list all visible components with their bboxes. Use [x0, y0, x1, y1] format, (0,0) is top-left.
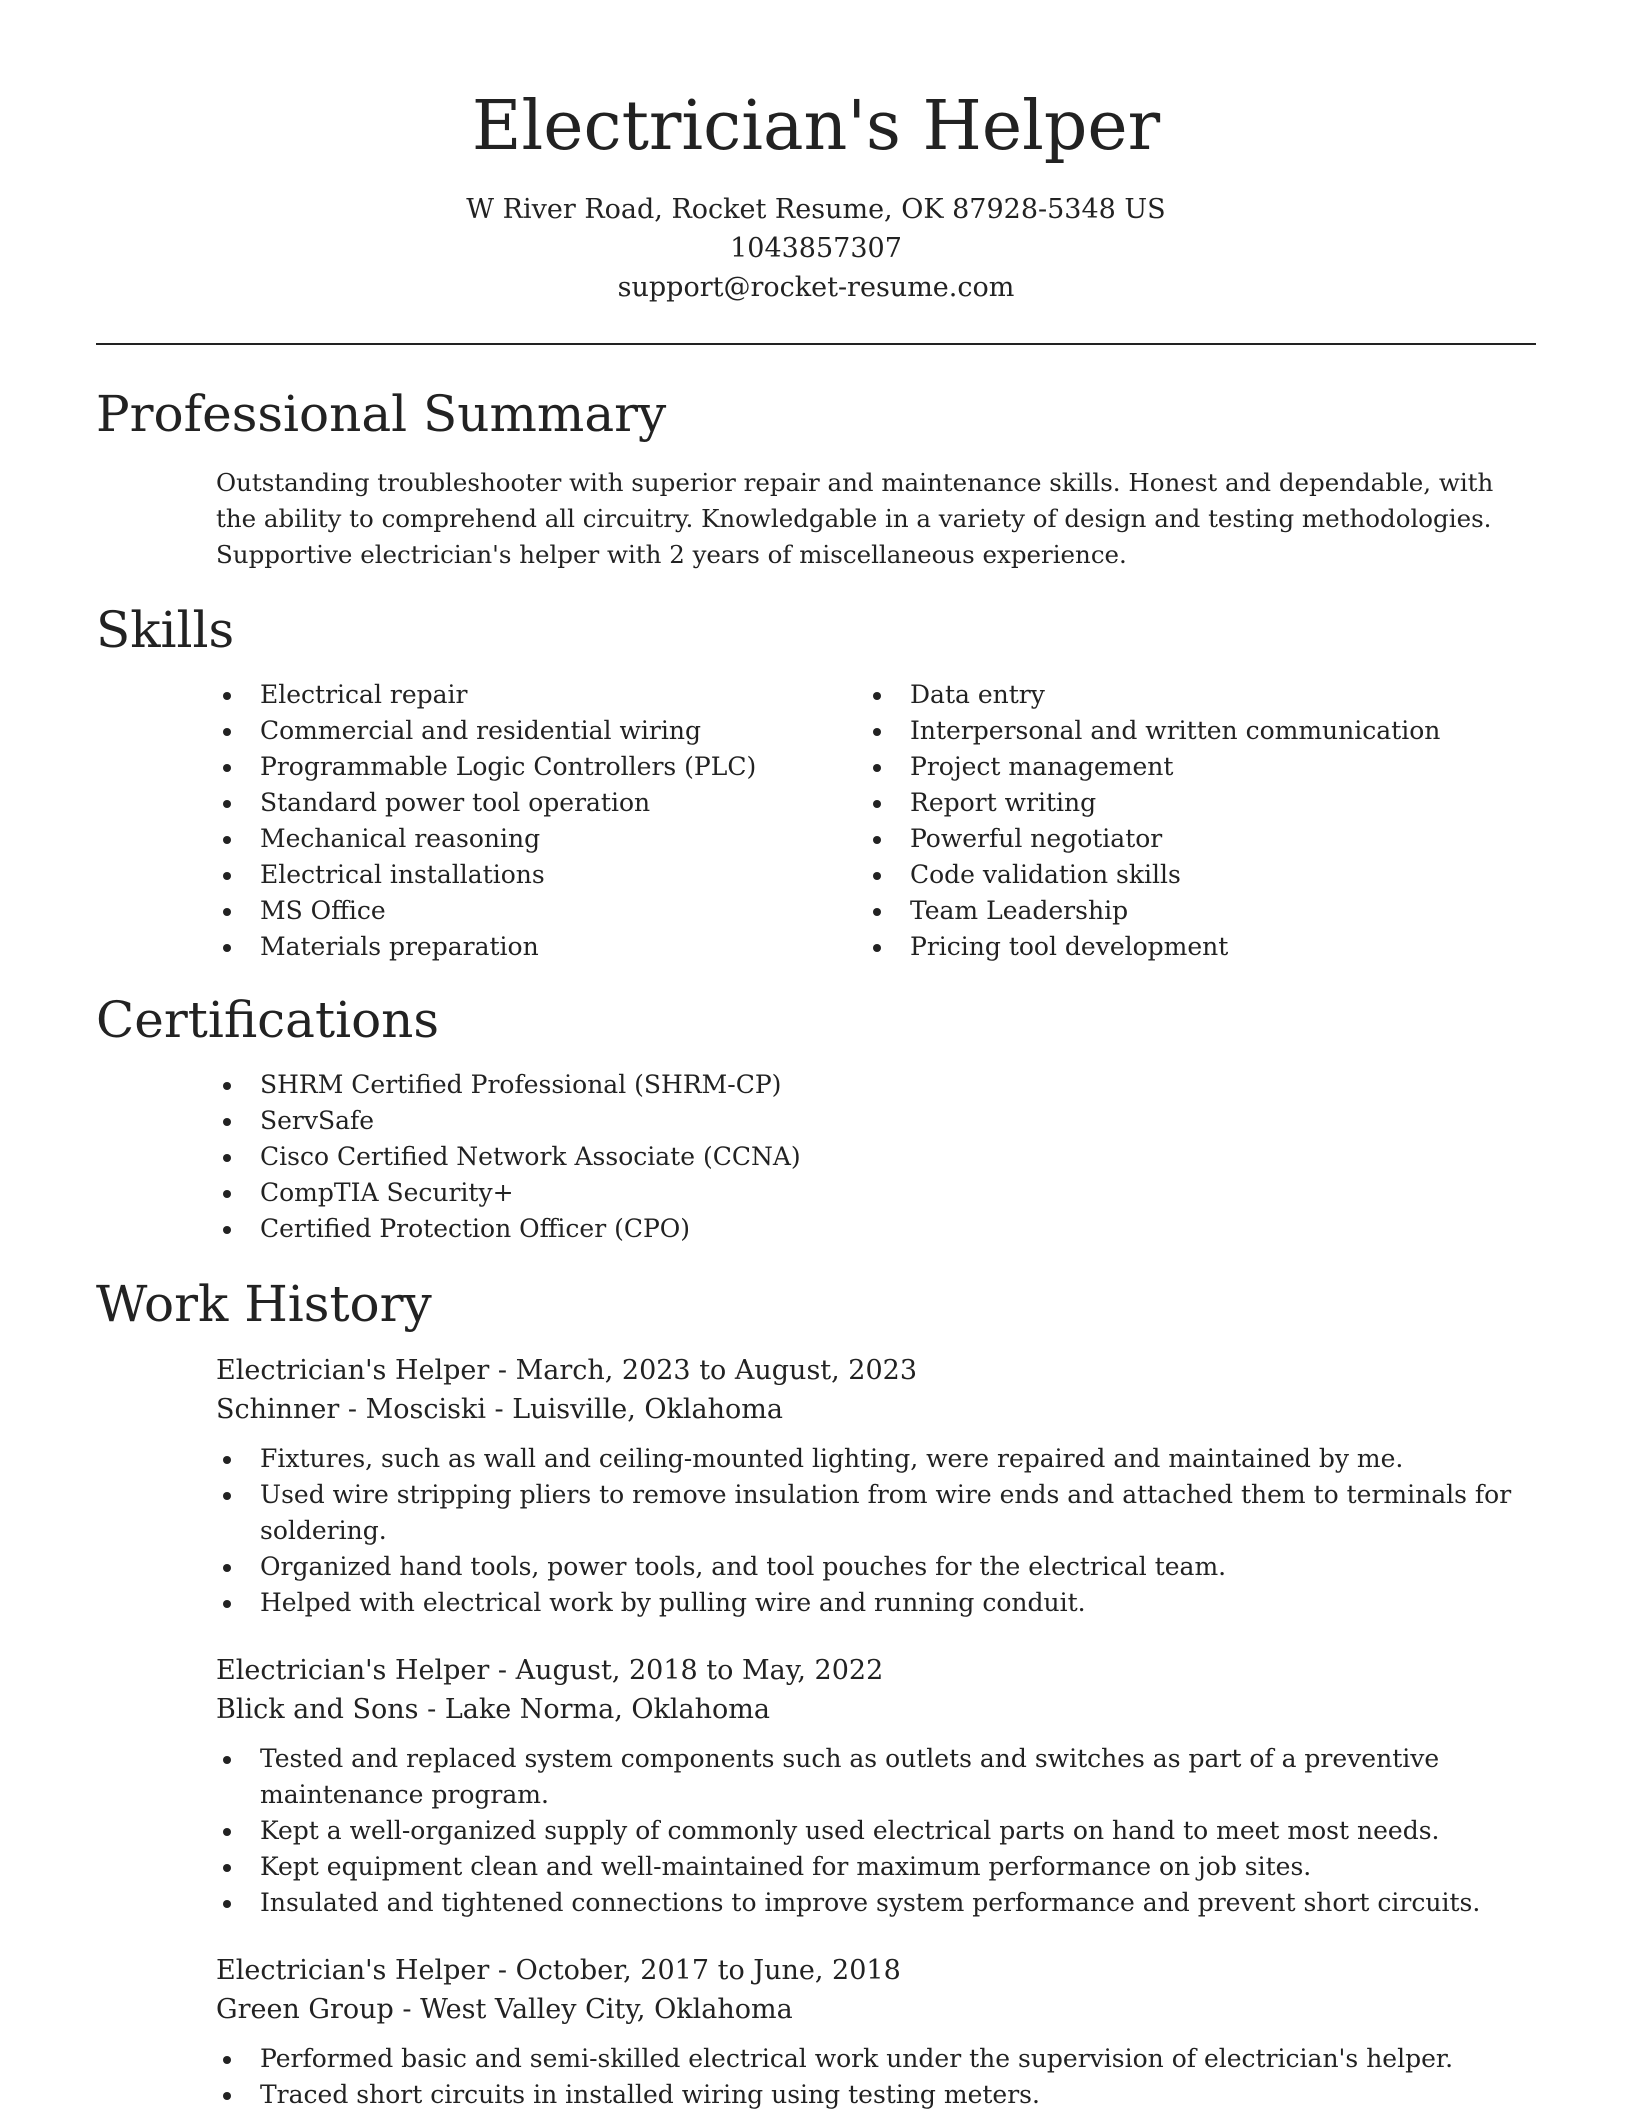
skill-item: Powerful negotiator [866, 821, 1516, 857]
job-location: - West Valley City, Oklahoma [393, 1994, 793, 2025]
contact-email: support@rocket-resume.com [617, 272, 1015, 303]
job-bullet: Insulated and tightened connections to improve system performance and prevent short circuits. [216, 1885, 1536, 1921]
contact-address: W River Road, Rocket Resume, OK 87928-5348 US [466, 194, 1166, 225]
skill-item: Electrical repair [216, 677, 866, 713]
certification-item: SHRM Certified Professional (SHRM-CP) [216, 1067, 1536, 1103]
skill-item: MS Office [216, 893, 866, 929]
certification-item: CompTIA Security+ [216, 1175, 1536, 1211]
job-bullet: Used wire stripping pliers to remove insulation from wire ends and attached them to terminals for soldering. [216, 1477, 1536, 1549]
job-bullet: Organized hand tools, power tools, and tool pouches for the electrical team. [216, 1549, 1536, 1585]
job-company-line [216, 1690, 1536, 1729]
job-dates: - August, 2018 to May, 2022 [489, 1655, 884, 1686]
skill-item: Mechanical reasoning [216, 821, 866, 857]
skills-heading: Skills [96, 601, 235, 659]
skill-item: Programmable Logic Controllers (PLC) [216, 749, 866, 785]
job-title: Electrician's Helper [216, 1955, 490, 1986]
work-history-heading: Work History [96, 1275, 432, 1333]
job-bullets [216, 2041, 1536, 2113]
job-title: Electrician's Helper [216, 1655, 490, 1686]
contact-phone: 1043857307 [730, 233, 902, 264]
resume-header [96, 0, 1536, 307]
skill-item: Report writing [866, 785, 1516, 821]
skill-item: Data entry [866, 677, 1516, 713]
job-bullet: Helped with electrical work by pulling wire and running conduit. [216, 1585, 1536, 1621]
skill-item: Team Leadership [866, 893, 1516, 929]
job-bullet: Kept equipment clean and well-maintained for maximum performance on job sites. [216, 1849, 1536, 1885]
skill-item: Code validation skills [866, 857, 1516, 893]
job-bullet: Fixtures, such as wall and ceiling-mounted lighting, were repaired and maintained by me. [216, 1441, 1536, 1477]
header-divider [96, 343, 1536, 345]
skill-item: Commercial and residential wiring [216, 713, 866, 749]
certifications-heading: Certifications [96, 991, 440, 1049]
job-title-line [216, 1651, 1536, 1690]
job-dates: - March, 2023 to August, 2023 [489, 1355, 918, 1386]
job-bullet: Performed basic and semi-skilled electrical work under the supervision of electrician's helper. [216, 2041, 1536, 2077]
job-dates: - October, 2017 to June, 2018 [489, 1955, 901, 1986]
work-history-section [96, 1273, 1536, 2113]
skill-item: Interpersonal and written communication [866, 713, 1516, 749]
job-company: Schinner - Mosciski [216, 1394, 486, 1425]
skills-grid [216, 677, 1536, 965]
skills-column-left [216, 677, 866, 965]
certifications-section [96, 989, 1536, 1247]
skill-item: Electrical installations [216, 857, 866, 893]
job-location: - Luisville, Oklahoma [485, 1394, 783, 1425]
skills-column-right [866, 677, 1516, 965]
certification-item: Cisco Certified Network Associate (CCNA) [216, 1139, 1536, 1175]
job-company: Green Group [216, 1994, 394, 2025]
job-bullet: Kept a well-organized supply of commonly used electrical parts on hand to meet most needs. [216, 1813, 1536, 1849]
certification-item: ServSafe [216, 1103, 1536, 1139]
job-title-line [216, 1351, 1536, 1390]
certification-item: Certified Protection Officer (CPO) [216, 1211, 1536, 1247]
job-title: Electrician's Helper [216, 1355, 490, 1386]
job-company-line [216, 1390, 1536, 1429]
job-entry [216, 1951, 1536, 2113]
job-bullets [216, 1741, 1536, 1921]
job-bullet: Tested and replaced system components such as outlets and switches as part of a preventive maintenance program. [216, 1741, 1536, 1813]
skill-item: Materials preparation [216, 929, 866, 965]
summary-section [96, 383, 1536, 573]
summary-text: Outstanding troubleshooter with superior repair and maintenance skills. Honest and dependable, with the ability to comprehend all circuitry. Knowledgable in a variety of design and testing methodologies. Supportive electrician's helper with 2 years of miscellaneous experience. [216, 468, 1494, 569]
skill-item: Project management [866, 749, 1516, 785]
candidate-name: Electrician's Helper [471, 87, 1161, 166]
job-company-line [216, 1990, 1536, 2029]
skill-item: Pricing tool development [866, 929, 1516, 965]
job-title-line [216, 1951, 1536, 1990]
certifications-list [216, 1067, 1536, 1247]
resume-page [96, 0, 1536, 2113]
job-location: - Lake Norma, Oklahoma [418, 1694, 770, 1725]
skills-section [96, 599, 1536, 965]
summary-heading: Professional Summary [96, 385, 667, 443]
job-company: Blick and Sons [216, 1694, 419, 1725]
job-bullets [216, 1441, 1536, 1621]
contact-block [96, 190, 1536, 307]
job-bullet: Traced short circuits in installed wiring using testing meters. [216, 2077, 1536, 2113]
skill-item: Standard power tool operation [216, 785, 866, 821]
job-entry [216, 1651, 1536, 1921]
job-entry [216, 1351, 1536, 1621]
